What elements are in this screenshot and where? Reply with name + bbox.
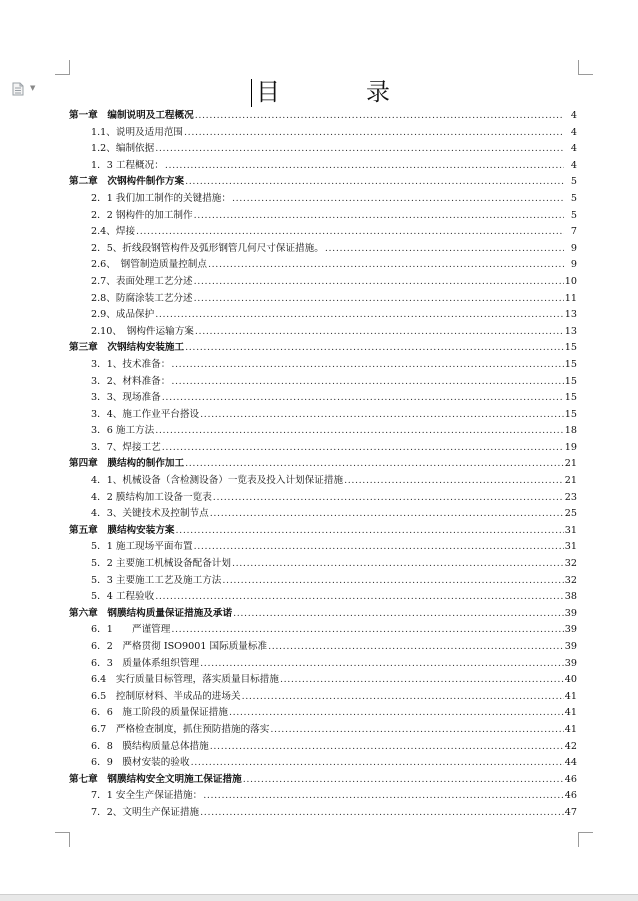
toc-section-entry[interactable] xyxy=(69,291,577,308)
toc-page-number: 5 xyxy=(570,176,577,188)
crop-mark-bottom-left xyxy=(55,832,70,847)
toc-entry-text: 第二章 次钢构件制作方案 xyxy=(69,176,185,188)
toc-page-number: 41 xyxy=(564,707,577,719)
toc-dot-leader xyxy=(185,456,564,473)
toc-page-number: 9 xyxy=(570,259,577,271)
toc-dot-leader xyxy=(233,606,564,623)
toc-dot-leader xyxy=(184,125,564,142)
toc-section-entry[interactable] xyxy=(69,639,577,656)
toc-chapter-entry[interactable] xyxy=(69,772,577,789)
toc-page-number: 47 xyxy=(564,806,577,818)
toc-dot-leader xyxy=(203,788,564,805)
toc-page-number: 15 xyxy=(564,392,577,404)
toc-section-entry[interactable] xyxy=(69,705,577,722)
toc-page-number: 19 xyxy=(564,441,577,453)
toc-page-number: 21 xyxy=(564,458,577,470)
toc-section-entry[interactable] xyxy=(69,539,577,556)
toc-section-entry[interactable] xyxy=(69,440,577,457)
toc-dot-leader xyxy=(208,257,564,274)
toc-section-entry[interactable] xyxy=(69,689,577,706)
toc-page-number: 21 xyxy=(564,475,577,487)
toc-page-number: 41 xyxy=(564,690,577,702)
toc-dot-leader xyxy=(171,357,563,374)
toc-entry-text: 3．7、焊接工艺 xyxy=(91,441,161,453)
toc-page-number: 46 xyxy=(564,773,577,785)
toc-page-number: 13 xyxy=(564,325,577,337)
toc-page-number: 39 xyxy=(564,657,577,669)
toc-page-number: 15 xyxy=(564,408,577,420)
table-of-contents xyxy=(69,108,577,822)
toc-chapter-entry[interactable] xyxy=(69,174,577,191)
toc-page-number: 15 xyxy=(564,375,577,387)
toc-entry-text: 5．4 工程验收 xyxy=(91,591,155,603)
toc-entry-text: 1.2、编制依据 xyxy=(91,143,155,155)
toc-entry-text: 2.6、 钢管制造质量控制点 xyxy=(91,259,207,271)
toc-section-entry[interactable] xyxy=(69,805,577,822)
toc-page-number: 42 xyxy=(564,740,577,752)
toc-section-entry[interactable] xyxy=(69,224,577,241)
toc-section-entry[interactable] xyxy=(69,324,577,341)
toc-dot-leader xyxy=(270,722,563,739)
toc-page-number: 40 xyxy=(564,674,577,686)
toc-page-number: 4 xyxy=(570,159,577,171)
toc-page-number: 18 xyxy=(564,425,577,437)
toc-section-entry[interactable] xyxy=(69,407,577,424)
toc-dot-leader xyxy=(325,241,564,258)
toc-page-number: 23 xyxy=(564,491,577,503)
toc-section-entry[interactable] xyxy=(69,423,577,440)
toc-entry-text: 1．3 工程概况： xyxy=(91,159,164,171)
toc-section-entry[interactable] xyxy=(69,274,577,291)
toc-entry-text: 2.4、焊接 xyxy=(91,226,136,238)
toc-entry-text: 第五章 膜结构安装方案 xyxy=(69,524,175,536)
text-cursor xyxy=(251,79,252,107)
toc-entry-text: 第四章 膜结构的制作加工 xyxy=(69,458,185,470)
toc-entry-text: 5．1 施工现场平面布置 xyxy=(91,541,193,553)
toc-dot-leader xyxy=(200,656,564,673)
toc-page-number: 5 xyxy=(570,192,577,204)
toc-entry-text: 5．3 主要施工工艺及施工方法 xyxy=(91,574,222,586)
toc-dot-leader xyxy=(229,705,564,722)
toc-dot-leader xyxy=(268,639,564,656)
toc-entry-text: 2．5、折线段钢管构件及弧形钢管几何尺寸保证措施。 xyxy=(91,242,324,254)
toc-entry-text: 6．3 质量体系组织管理 xyxy=(91,657,200,669)
toc-page-number: 38 xyxy=(564,591,577,603)
toc-entry-text: 3．3、现场准备 xyxy=(91,392,161,404)
toc-entry-text: 2．2 钢构件的加工制作 xyxy=(91,209,193,221)
toc-dot-leader xyxy=(155,141,564,158)
toc-section-entry[interactable] xyxy=(69,357,577,374)
crop-mark-top-left xyxy=(55,60,70,75)
toc-chapter-entry[interactable] xyxy=(69,108,577,125)
toc-entry-text: 4．3、关键技术及控制节点 xyxy=(91,508,209,520)
document-options-icon[interactable] xyxy=(12,82,24,96)
toc-dot-leader xyxy=(195,108,564,125)
toc-entry-text: 6．6 施工阶段的质量保证措施 xyxy=(91,707,228,719)
toc-section-entry[interactable] xyxy=(69,374,577,391)
toc-dot-leader xyxy=(162,440,564,457)
toc-section-entry[interactable] xyxy=(69,490,577,507)
toc-dot-leader xyxy=(171,622,563,639)
toc-entry-text: 3．6 施工方法 xyxy=(91,425,155,437)
toc-dot-leader xyxy=(194,291,564,308)
toc-entry-text: 3．2、材料准备： xyxy=(91,375,171,387)
toc-entry-text: 第六章 钢膜结构质量保证措施及承诺 xyxy=(69,607,233,619)
toc-entry-text: 第三章 次钢结构安装施工 xyxy=(69,342,185,354)
toc-section-entry[interactable] xyxy=(69,573,577,590)
toc-section-entry[interactable] xyxy=(69,556,577,573)
toc-page-number: 15 xyxy=(564,342,577,354)
toc-dot-leader xyxy=(243,772,564,789)
toc-entry-text: 2.9、成品保护 xyxy=(91,309,155,321)
toc-dot-leader xyxy=(165,158,564,175)
toc-page-number: 7 xyxy=(570,226,577,238)
toc-entry-text: 6．9 膜材安装的验收 xyxy=(91,757,190,769)
toc-entry-text: 6．1 严谨管理 xyxy=(91,624,171,636)
toc-page-number: 31 xyxy=(564,524,577,536)
toc-dot-leader xyxy=(185,340,564,357)
toc-chapter-entry[interactable] xyxy=(69,523,577,540)
toc-dot-leader xyxy=(194,539,564,556)
toc-entry-text: 6.5 控制原材料、半成品的进场关 xyxy=(91,690,241,702)
toc-page-number: 44 xyxy=(564,757,577,769)
toc-entry-text: 4．1、机械设备（含检测设备）一览表及投入计划保证措施 xyxy=(91,475,344,487)
toc-entry-text: 2.8、防腐涂装工艺分述 xyxy=(91,292,193,304)
toc-section-entry[interactable] xyxy=(69,473,577,490)
toc-section-entry[interactable] xyxy=(69,307,577,324)
toc-section-entry[interactable] xyxy=(69,158,577,175)
toc-dot-leader xyxy=(242,689,564,706)
toc-dot-leader xyxy=(185,174,564,191)
toc-section-entry[interactable] xyxy=(69,656,577,673)
toc-page-number: 39 xyxy=(564,624,577,636)
toc-section-entry[interactable] xyxy=(69,506,577,523)
toc-entry-text: 2．1 我们加工制作的关键措施： xyxy=(91,192,231,204)
toc-entry-text: 6．8 膜结构质量总体措施 xyxy=(91,740,209,752)
toc-dot-leader xyxy=(213,490,564,507)
toc-section-entry[interactable] xyxy=(69,672,577,689)
toc-dot-leader xyxy=(162,390,564,407)
toc-page-number: 15 xyxy=(564,358,577,370)
toc-dot-leader xyxy=(210,739,564,756)
toc-dot-leader xyxy=(200,407,564,424)
toc-section-entry[interactable] xyxy=(69,390,577,407)
toc-page-number: 4 xyxy=(570,143,577,155)
toc-section-entry[interactable] xyxy=(69,191,577,208)
toc-entry-text: 2.7、表面处理工艺分述 xyxy=(91,275,193,287)
toc-section-entry[interactable] xyxy=(69,755,577,772)
toc-page-number: 11 xyxy=(564,292,577,304)
toc-page-number: 32 xyxy=(564,574,577,586)
toc-page-number: 4 xyxy=(570,110,577,121)
toc-dot-leader xyxy=(136,224,564,241)
toc-section-entry[interactable] xyxy=(69,589,577,606)
toc-section-entry[interactable] xyxy=(69,141,577,158)
toc-page-number: 32 xyxy=(564,558,577,570)
toc-page-number: 41 xyxy=(564,723,577,735)
toc-entry-text: 6.7 严格检查制度，抓住预防措施的落实 xyxy=(91,723,270,735)
toc-dot-leader xyxy=(280,672,564,689)
page-title xyxy=(250,74,400,110)
toc-dot-leader xyxy=(155,423,564,440)
toc-dot-leader xyxy=(176,523,564,540)
toc-section-entry[interactable] xyxy=(69,125,577,142)
title-char-1: 目 xyxy=(256,78,280,106)
toc-entry-text: 7．2、文明生产保证措施 xyxy=(91,806,200,818)
toc-section-entry[interactable] xyxy=(69,622,577,639)
toc-entry-text: 4．2 膜结构加工设备一览表 xyxy=(91,491,212,503)
toc-page-number: 39 xyxy=(564,607,577,619)
toc-entry-text: 6.4 实行质量目标管理，落实质量目标措施 xyxy=(91,674,279,686)
chevron-down-icon[interactable]: ▼ xyxy=(30,84,36,92)
toc-page-number: 25 xyxy=(564,508,577,520)
title-char-2: 录 xyxy=(366,78,390,106)
toc-page-number: 5 xyxy=(570,209,577,221)
toc-dot-leader xyxy=(232,556,564,573)
toc-section-entry[interactable] xyxy=(69,257,577,274)
page-bottom-edge xyxy=(0,894,638,901)
crop-mark-bottom-right xyxy=(578,832,593,847)
toc-section-entry[interactable] xyxy=(69,739,577,756)
toc-chapter-entry[interactable] xyxy=(69,456,577,473)
crop-mark-top-right xyxy=(578,60,593,75)
toc-section-entry[interactable] xyxy=(69,208,577,225)
toc-dot-leader xyxy=(155,307,564,324)
toc-page-number: 9 xyxy=(570,242,577,254)
toc-chapter-entry[interactable] xyxy=(69,340,577,357)
toc-entry-text: 2.10、 钢构件运输方案 xyxy=(91,325,194,337)
toc-entry-text: 3．1、技术准备： xyxy=(91,358,171,370)
toc-dot-leader xyxy=(194,208,564,225)
toc-page-number: 4 xyxy=(570,126,577,138)
toc-dot-leader xyxy=(232,191,564,208)
toc-dot-leader xyxy=(344,473,564,490)
toc-entry-text: 1.1、说明及适用范围 xyxy=(91,126,184,138)
toc-dot-leader xyxy=(200,805,564,822)
toc-page-number: 31 xyxy=(564,541,577,553)
toc-entry-text: 7．1 安全生产保证措施： xyxy=(91,790,203,802)
toc-page-number: 10 xyxy=(564,275,577,287)
toc-section-entry[interactable] xyxy=(69,241,577,258)
toc-chapter-entry[interactable] xyxy=(69,606,577,623)
toc-dot-leader xyxy=(210,506,564,523)
toc-section-entry[interactable] xyxy=(69,788,577,805)
toc-entry-text: 5．2 主要施工机械设备配备计划 xyxy=(91,558,231,570)
toc-page-number: 46 xyxy=(564,790,577,802)
toc-dot-leader xyxy=(191,755,564,772)
toc-entry-text: 第七章 钢膜结构安全文明施工保证措施 xyxy=(69,773,242,785)
toc-page-number: 39 xyxy=(564,641,577,652)
toc-section-entry[interactable] xyxy=(69,722,577,739)
toc-dot-leader xyxy=(155,589,564,606)
toc-dot-leader xyxy=(194,274,564,291)
toc-dot-leader xyxy=(222,573,563,590)
toc-entry-text: 3．4、施工作业平台搭设 xyxy=(91,408,200,420)
toc-dot-leader xyxy=(195,324,564,341)
toc-entry-text: 6．2 严格贯彻 ISO9001 国际质量标准 xyxy=(91,641,268,652)
toc-entry-text: 第一章 编制说明及工程概况 xyxy=(69,110,194,121)
toc-page-number: 13 xyxy=(564,309,577,321)
toc-dot-leader xyxy=(171,374,563,391)
